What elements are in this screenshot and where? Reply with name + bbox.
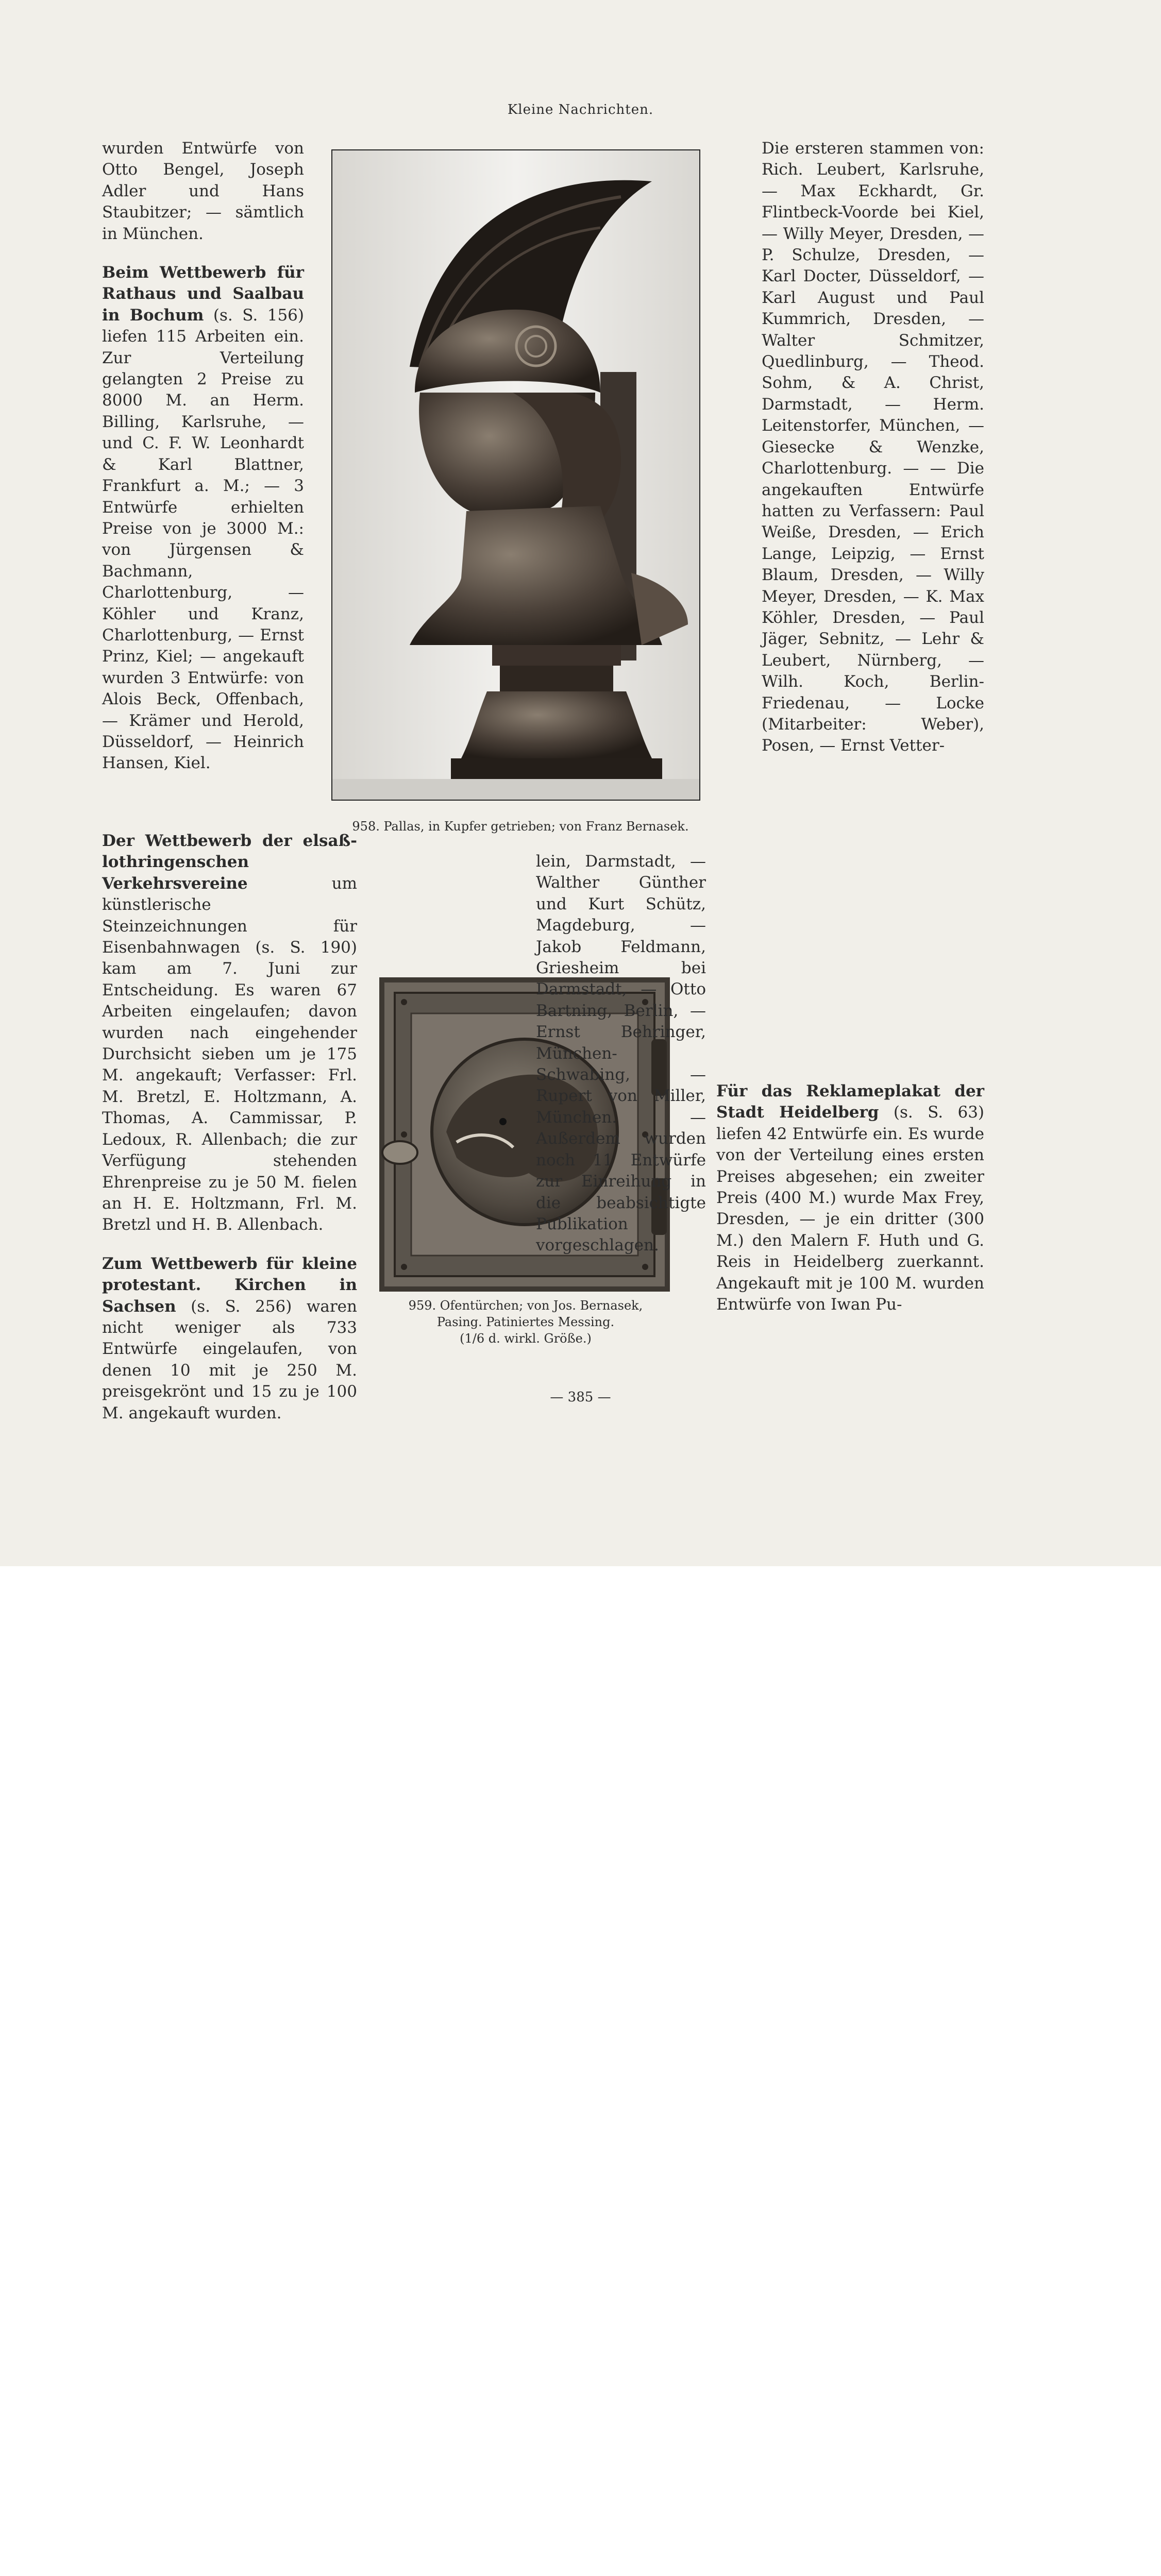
figure-caption-958: 958. Pallas, in Kupfer getrieben; von Franz Bernasek. <box>352 819 689 834</box>
article-heidelberg <box>716 1081 984 1315</box>
left-column-bottom <box>102 831 357 1424</box>
paragraph-continuation: wurden Entwürfe von Otto Bengel, Joseph Adler und Hans Staubitzer; — sämtlich in München. <box>102 139 304 243</box>
paragraph-names: Die ersteren stammen von: Rich. Leubert, Karlsruhe, — Max Eckhardt, Gr. Flintbeck-Voorde bei Kiel, — Willy Meyer, Dresden, — P. Schulze, Dresden, — Karl Docter, Düsseldorf, — Karl August und Paul Kummrich, Dresden, — Walter Schmitzer, Quedlinburg, — Theod. Sohm, & A. Christ, Darmstadt, — Herm. Leitenstorfer, München, — Giesecke & Wenzke, Charlottenburg. — — Die angekauften Entwürfe hatten zu Verfassern: Paul Weiße, Dresden, — Erich Lange, Leipzig, — Ernst Blaum, Dresden, — Willy Meyer, Dresden, — K. Max Köhler, Dresden, — Paul Jäger, Sebnitz, — Lehr & Leubert, Nürnberg, — Wilh. Koch, Berlin-Friedenau, — Locke (Mitarbeiter: Weber), Posen, — Ernst Vetter- <box>762 139 984 755</box>
article-elsass <box>102 831 357 1236</box>
article-text: (s. S. 256) waren nicht weniger als 733 Entwürfe eingelaufen, von denen 10 mit je 250 M. preisgekrönt und 15 zu je 100 M. angekauft wurden. <box>102 1297 357 1422</box>
running-head: Kleine Nachrichten. <box>507 102 654 117</box>
article-heading: Für das Reklameplakat der Stadt Heidelberg <box>716 1082 984 1122</box>
middle-column-bottom <box>536 851 706 1257</box>
left-column-top <box>102 138 304 774</box>
caption-line: Pasing. Patiniertes Messing. <box>436 1315 615 1329</box>
right-column-bottom <box>716 1081 984 1315</box>
caption-line: (1/6 d. wirkl. Größe.) <box>460 1331 592 1346</box>
article-heading: Beim Wettbewerb für Rathaus und Saalbau in Bochum <box>102 263 304 325</box>
digitization-footer <box>0 1566 1161 1650</box>
page-number: — 385 — <box>550 1389 611 1405</box>
article-text: um künstlerische Steinzeichnungen für Eisenbahnwagen (s. S. 190) kam am 7. Juni zur Entscheidung. Es waren 67 Arbeiten eingelaufen; davon wurden nach eingehender Durchsicht sieben um je 175 M. angekauft; Verfasser: Frl. M. Bretzl, E. Holtzmann, A. Thomas, A. Cammissar, P. Ledoux, R. Allenbach; die zur Verfügung stehenden Ehrenpreise zu je 50 M. fielen an H. E. Holtzmann, Frl. M. Bretzl und H. B. Allenbach. <box>102 874 357 1234</box>
article-heading: Der Wettbewerb der elsaß-lothringenschen Verkehrsvereine <box>102 832 357 893</box>
paragraph-continuation: lein, Darmstadt, — Walther Günther und Kurt Schütz, Magdeburg, — Jakob Feldmann, Griesheim bei Darmstadt, — Otto Bartning, Berlin, — Ernst Behringer, München-Schwabing, — Rupert von Miller, München. — Außerdem wurden noch 11 Entwürfe zur Einreihung in die beabsichtigte Publikation vorgeschlagen. <box>536 852 706 1255</box>
pallas-bust-photo <box>332 150 699 800</box>
article-bochum <box>102 262 304 774</box>
figure-caption-959 <box>381 1297 670 1347</box>
figure-pallas-bust <box>331 149 700 801</box>
caption-line: 959. Ofentürchen; von Jos. Bernasek, <box>408 1298 643 1313</box>
article-text: (s. S. 63) liefen 42 Entwürfe ein. Es wurde von der Verteilung eines ersten Preises abgesehen; ein zweiter Preis (400 M.) wurde Max Frey, Dresden, — je ein dritter (300 M.) den Malern F. Huth und G. Reis in Heidelberg zuerkannt. Angekauft mit je 100 M. wurden Entwürfe von Iwan Pu- <box>716 1103 985 1314</box>
right-column-top <box>762 138 984 757</box>
article-heading: Zum Wettbewerb für kleine protestant. Kirchen in Sachsen <box>102 1254 357 1316</box>
article-text: (s. S. 156) liefen 115 Arbeiten ein. Zur Verteilung gelangten 2 Preise zu 8000 M. an Herm. Billing, Karlsruhe, — und C. F. W. Leonhardt & Karl Blattner, Frankfurt a. M.; — 3 Entwürfe erhielten Preise von je 3000 M.: von Jürgensen & Bachmann, Charlottenburg, — Köhler und Kranz, Charlottenburg, — Ernst Prinz, Kiel; — angekauft wurden 3 Entwürfe: von Alois Beck, Offenbach, — Krämer und Herold, Düsseldorf, — Heinrich Hansen, Kiel. <box>102 306 304 773</box>
